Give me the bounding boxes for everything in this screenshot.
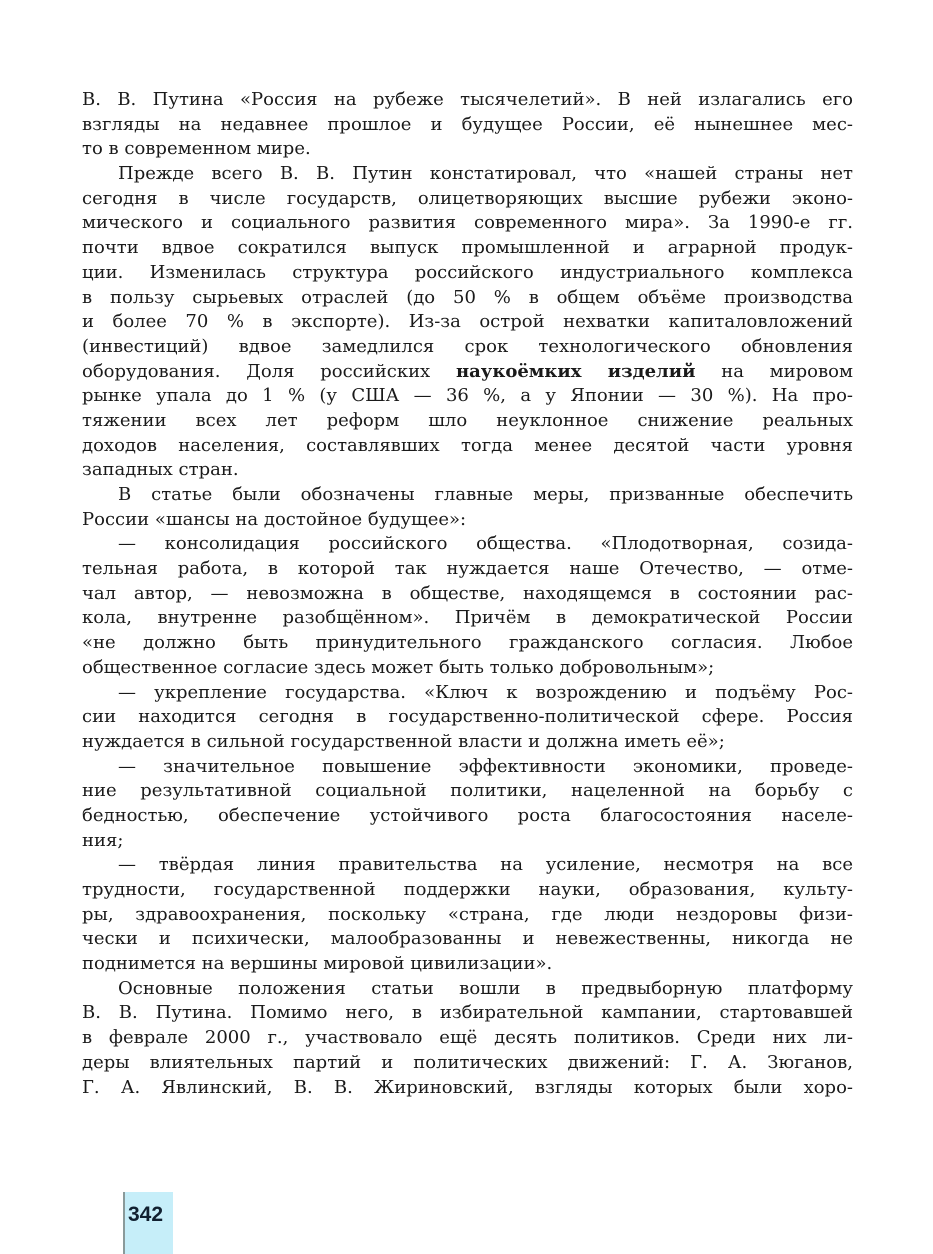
text-line: Г. А. Явлинский, В. В. Жириновский, взгляды которых были хоро- xyxy=(82,1076,853,1098)
text-line: рынке упала до 1 % (у США — 36 %, а у Японии — 30 %). На про- xyxy=(82,385,853,407)
text-segment: на мировом xyxy=(695,360,853,382)
text-line: — значительное повышение эффективности экономики, проведе- xyxy=(118,755,853,777)
paragraph xyxy=(82,162,853,483)
text-line: бедностью, обеспечение устойчивого роста благосостояния населе- xyxy=(82,804,853,826)
text-line: трудности, государственной поддержки науки, образования, культу- xyxy=(82,879,853,900)
text-line: общественное согласие здесь может быть только добровольным»; xyxy=(82,656,715,678)
text-segment: оборудования. Доля российских xyxy=(82,360,456,382)
text-line: чески и психически, малообразованны и невежественны, никогда не xyxy=(82,928,853,950)
text-line: тельная работа, в которой так нуждается наше Отечество, — отме- xyxy=(82,558,853,580)
paragraph xyxy=(82,532,853,680)
text-line xyxy=(82,360,853,385)
text-line: — консолидация российского общества. «Плодотворная, созида- xyxy=(118,533,853,555)
text-line: ние результативной социальной политики, нацеленной на борьбу с xyxy=(82,780,853,802)
text-line: В статье были обозначены главные меры, призванные обеспечить xyxy=(118,484,853,505)
text-line: поднимется на вершины мировой цивилизации». xyxy=(82,953,553,975)
text-line: сегодня в числе государств, олицетворяющих высшие рубежи эконо- xyxy=(82,187,853,209)
paragraph xyxy=(82,88,853,162)
text-line: В. В. Путина «Россия на рубеже тысячелетий». В ней излагались его xyxy=(82,89,853,110)
paragraph xyxy=(82,977,853,1100)
paragraph xyxy=(82,483,853,532)
page-number: 342 xyxy=(128,1203,164,1226)
text-line: (инвестиций) вдвое замедлился срок технологического обновления xyxy=(82,335,853,357)
text-line: кола, внутренне разобщённом». Причём в демократической России xyxy=(82,607,853,629)
text-line: доходов населения, составлявших тогда менее десятой части уровня xyxy=(82,434,853,456)
text-line: в пользу сырьевых отраслей (до 50 % в общем объёме производства xyxy=(82,286,853,308)
text-line: — укрепление государства. «Ключ к возрождению и подъёму Рос- xyxy=(118,681,853,703)
text-line: — твёрдая линия правительства на усиление, несмотря на все xyxy=(118,854,853,876)
text-line: нуждается в сильной государственной власти и должна иметь её»; xyxy=(82,730,725,752)
text-line: «не должно быть принудительного гражданского согласия. Любое xyxy=(82,632,853,654)
text-line: ния; xyxy=(82,829,124,851)
paragraph xyxy=(82,681,853,755)
bold-term: наукоёмких изделий xyxy=(455,360,696,382)
text-line: в феврале 2000 г., участвовало ещё десять политиков. Среди них ли- xyxy=(82,1027,853,1049)
text-line: тяжении всех лет реформ шло неуклонное снижение реальных xyxy=(82,409,853,431)
text-line: В. В. Путина. Помимо него, в избирательной кампании, стартовавшей xyxy=(82,1002,853,1024)
text-line: и более 70 % в экспорте). Из-за острой нехватки капиталовложений xyxy=(82,311,853,333)
text-line: ции. Изменилась структура российского индустриального комплекса xyxy=(82,261,853,283)
text-line: сии находится сегодня в государственно-политической сфере. Россия xyxy=(82,706,853,728)
text-line: чал автор, — невозможна в обществе, находящемся в состоянии рас- xyxy=(82,582,853,604)
text-line: России «шансы на достойное будущее»: xyxy=(82,508,467,530)
text-line: деры влиятельных партий и политических движений: Г. А. Зюганов, xyxy=(82,1051,853,1073)
body-text xyxy=(82,88,853,1100)
text-line: взгляды на недавнее прошлое и будущее России, её нынешнее мес- xyxy=(82,113,853,135)
text-line: Прежде всего В. В. Путин констатировал, что «нашей страны нет xyxy=(118,163,853,185)
text-line: ры, здравоохранения, поскольку «страна, где люди нездоровы физи- xyxy=(82,903,853,925)
paragraph xyxy=(82,853,853,976)
text-line: то в современном мире. xyxy=(82,138,311,160)
text-line: западных стран. xyxy=(82,459,239,481)
text-line: Основные положения статьи вошли в предвыборную платформу xyxy=(118,977,853,999)
paragraph xyxy=(82,755,853,854)
text-line: мического и социального развития современного мира». За 1990-е гг. xyxy=(82,212,853,234)
text-line: почти вдвое сократился выпуск промышленной и аграрной продук- xyxy=(82,237,853,259)
